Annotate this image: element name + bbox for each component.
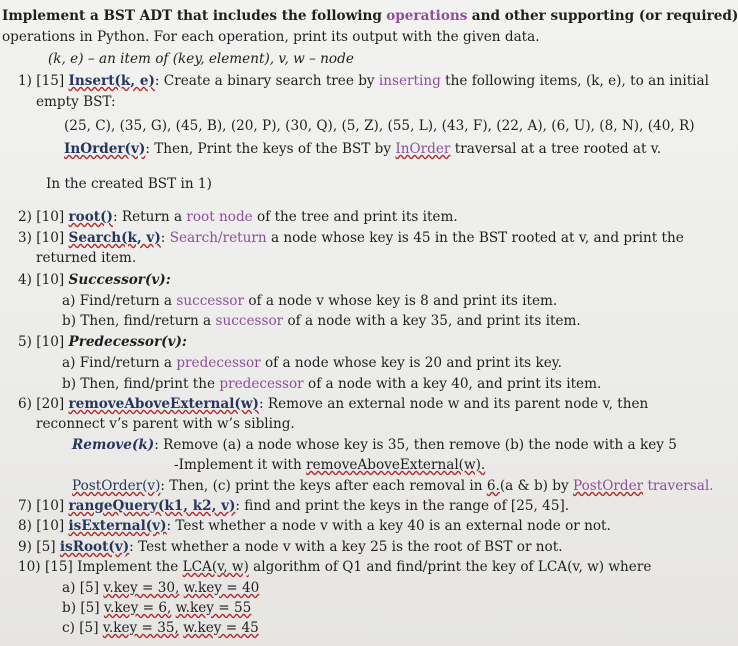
question-7 [18,496,569,517]
intro-title: Implement a BST ADT that includes the following [2,8,382,24]
question-3 [18,228,684,249]
q5a-label: a) [62,355,76,371]
q8-operation: isExternal(v) [68,518,167,534]
q6-remove-cont-operation: removeAboveExternal(w). [306,457,486,473]
q4-part-b [62,311,581,332]
q10-part-a [62,578,259,599]
q10a-points: [5] [79,580,100,596]
q5b-keyword: predecessor [219,376,304,392]
q2-operation: root() [68,209,113,225]
q2-number: 2) [18,209,32,225]
q5b-text2: of a node with a key 40, and print its item. [308,376,602,392]
q2-points: [10] [36,209,65,225]
q3-colon: : [160,230,166,246]
q5-part-b [62,374,601,395]
q1-points: [15] [36,73,65,89]
q6-points: [20] [36,396,65,412]
question-8 [18,516,611,537]
question-6 [18,394,648,415]
q1-inorder-keyword: InOrder [395,141,451,157]
q4-operation: Successor(v): [68,272,171,288]
q7-points: [10] [36,498,65,514]
q1-inorder-text2: traversal at a tree rooted at v. [454,141,662,157]
q6-postorder-text3: traversal. [647,478,714,494]
question-4 [18,270,171,291]
q5a-text: Find/return a [79,355,173,371]
q1-inorder-line [64,139,661,160]
intro-line-1 [2,6,738,27]
q10-operation: LCA(v, w) [182,559,249,575]
q6-postorder-text: : Then, (c) print the keys after each removal in [160,478,483,494]
q4-points: [10] [36,272,65,288]
question-5 [18,332,187,353]
q4b-keyword: successor [215,313,284,329]
q7-operation: rangeQuery(k1, k2, v) [68,498,236,514]
q3-number: 3) [18,230,32,246]
q6-remove-operation: Remove(k) [72,437,155,453]
q3-continuation: returned item. [36,250,137,266]
q3-keyword: Search/return [169,230,267,246]
q7-text: : find and print the keys in the range of [25, 45]. [235,498,570,514]
q4-number: 4) [18,272,32,288]
q4a-text: Find/return a [79,293,173,309]
q6-text: : Remove an external node w and its parent node v, then [258,396,649,412]
intro-line-2: operations in Python. For each operation, print its output with the given data. [2,29,540,45]
q5-operation: Predecessor(v): [68,334,187,350]
q4a-keyword: successor [176,293,244,309]
intro-operations-keyword: operations [386,8,468,24]
q9-number: 9) [18,539,32,555]
q6-operation: removeAboveExternal(w) [68,396,259,412]
q10b-w: w.key = 55 [175,600,252,616]
q6-postorder-text2: (a & b) by [499,478,569,494]
q3-operation: Search(k, v) [68,230,161,246]
q6-postorder-ref: 6. [486,478,500,494]
question-1 [18,71,709,92]
q5a-keyword: predecessor [176,355,261,371]
q9-text: : Test whether a node v with a key 25 is the root of BST or not. [129,539,563,555]
q3-text: a node whose key is 45 in the BST rooted at v, and print the [270,230,684,246]
q3-points: [10] [36,230,65,246]
q10c-points: [5] [79,620,99,636]
intro-title-rest: and other supporting (or required) [471,8,738,24]
q6-remove-cont-text: -Implement it with [174,457,302,473]
q4b-text: Then, find/return a [80,313,212,329]
q10b-label: b) [62,600,77,616]
q5b-label: b) [62,376,77,392]
q1-number: 1) [18,73,32,89]
q1-inorder-operation: InOrder(v) [64,141,146,157]
q10b-v: v.key = 6, [103,600,172,616]
q10-points: [15] [44,559,73,575]
q5b-text: Then, find/print the [80,376,216,392]
section-note: In the created BST in 1) [46,176,212,192]
q1-operation: Insert(k, e) [68,73,155,89]
q4a-label: a) [62,293,76,309]
q1-continuation: empty BST: [36,94,116,110]
q10-text: Implement the [77,559,179,575]
q5-part-a [62,353,562,374]
q10-part-b [62,598,251,619]
q6-remove-text: : Remove (a) a node whose key is 35, then remove (b) the node with a key 5 [154,437,677,453]
q6-continuation: reconnect v’s parent with w’s sibling. [36,416,295,432]
q5-number: 5) [18,334,32,350]
q2-text2: of the tree and print its item. [257,209,458,225]
question-2 [18,207,458,228]
q4b-label: b) [62,313,77,329]
q8-number: 8) [18,518,32,534]
q10a-v: v.key = 30, [103,580,180,596]
q4a-text2: of a node v whose key is 8 and print its item. [248,293,558,309]
q10-text2: algorithm of Q1 and find/print the key of LCA(v, w) where [253,559,652,575]
q10c-w: w.key = 45 [183,620,259,636]
q10a-label: a) [62,580,76,596]
q4-part-a [62,291,557,312]
q9-operation: isRoot(v) [59,539,130,555]
q5-points: [10] [36,334,65,350]
q8-points: [10] [36,518,65,534]
q6-remove-line [72,435,677,456]
q10b-points: [5] [80,600,100,616]
q4b-text2: of a node with a key 35, and print its item. [287,313,581,329]
question-10 [18,557,651,578]
q10c-label: c) [62,620,75,636]
q1-keyword: inserting [378,73,441,89]
q1-data-items: (25, C), (35, G), (45, B), (20, P), (30, Q), (5, Z), (55, L), (43, F), (22, A), (6, U), (8, N), (40, R) [64,118,695,134]
q2-text: : Return a [112,209,183,225]
q7-number: 7) [18,498,32,514]
q10c-v: v.key = 35, [102,620,179,636]
q5a-text2: of a node whose key is 20 and print its key. [264,355,562,371]
q6-postorder-keyword: PostOrder [573,478,644,494]
q6-number: 6) [18,396,32,412]
question-9 [18,537,563,558]
q1-text: : Create a binary search tree by [154,73,375,89]
q10a-w: w.key = 40 [183,580,260,596]
q6-postorder-line [72,476,714,497]
q10-part-c [62,618,259,639]
q6-remove-continuation [174,455,485,476]
intro-line-3: (k, e) – an item of (key, element), v, w – node [48,51,354,67]
q9-points: [5] [36,539,56,555]
q8-text: : Test whether a node v with a key 40 is an external node or not. [166,518,611,534]
q1-text2: the following items, (k, e), to an initial [445,73,709,89]
q10-number: 10) [18,559,41,575]
q2-keyword: root node [186,209,253,225]
q1-inorder-text: : Then, Print the keys of the BST by [145,141,392,157]
q6-postorder-operation: PostOrder(v) [72,478,161,494]
